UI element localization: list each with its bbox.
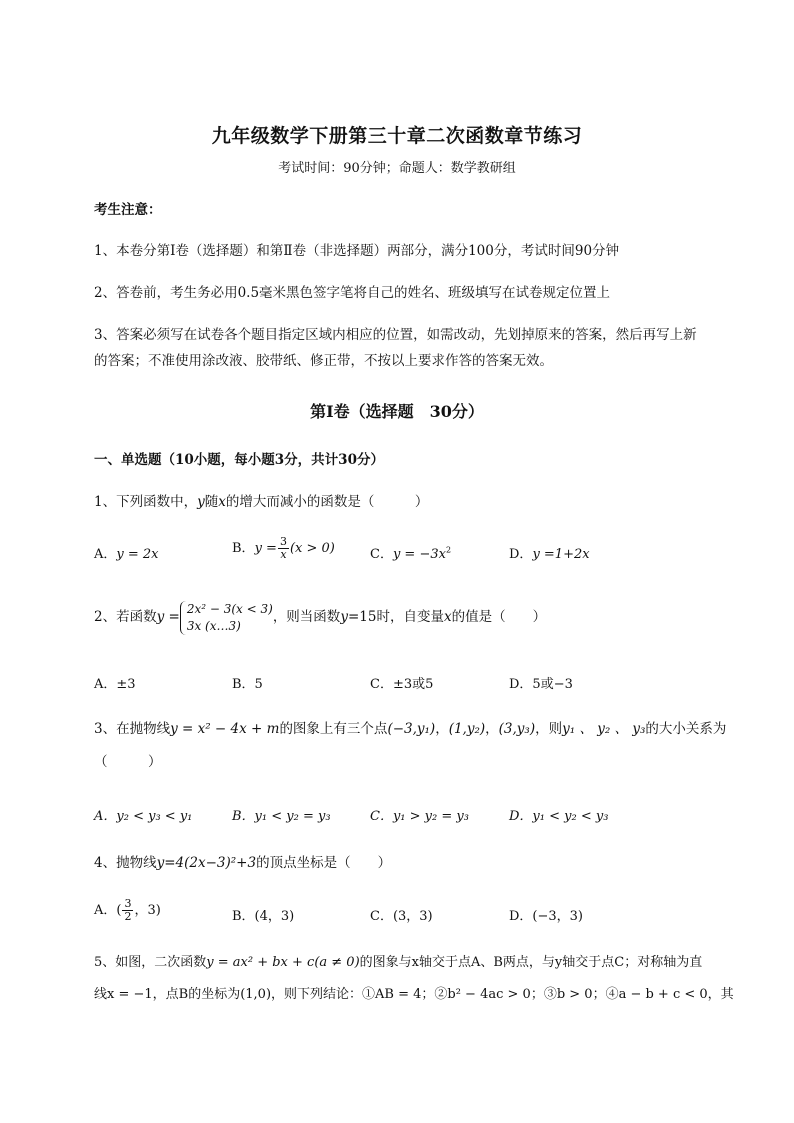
question-3: 3、在抛物线y = x² − 4x + m的图象上有三个点(−3,y₁)，(1,y₂)，(3,y₃)，则y₁ 、 y₂ 、 y₃的大小关系为 <box>94 721 727 737</box>
q2-y-eq: y = <box>156 609 180 625</box>
q2-case-1: 2x² − 3(x < 3) <box>186 601 273 616</box>
q2-option-a[interactable]: A．±3 <box>94 677 136 692</box>
q3-point-3: (3,y₃) <box>498 721 536 737</box>
q3-point-2: (1,y₂) <box>448 721 486 737</box>
q4-option-a-denominator: 2 <box>124 910 132 923</box>
q2-prefix: 2、若函数 <box>94 609 157 625</box>
q4-suffix: 的顶点坐标是（ ） <box>256 855 392 871</box>
notice-item-3-line-2: 的答案；不准使用涂改液、胶带纸、修正带，不按以上要求作答的答案无效。 <box>94 353 553 369</box>
q5-equation: y = ax² + bx + c(a ≠ 0) <box>206 955 360 970</box>
q3-mid2: ，则 <box>535 721 563 737</box>
q1-option-c-exponent: 2 <box>445 545 452 555</box>
q4-option-a-post: ，3) <box>134 903 161 918</box>
question-5-line-2: 线x = −1，点B的坐标为(1,0)，则下列结论：①AB = 4；②b² − 4ac > 0；③b > 0；④a − b + c < 0，其 <box>94 987 734 1002</box>
q3-option-d[interactable]: D．y₁ < y₂ < y₃ <box>509 809 609 824</box>
q2-option-c[interactable]: C．±3或5 <box>370 677 434 692</box>
q4-option-a-fraction <box>122 898 133 923</box>
q2-var-y: y <box>340 609 348 625</box>
q1-option-d-text: y =1+2x <box>532 547 590 562</box>
q1-option-b-denominator: x <box>280 548 287 561</box>
q1-option-b-numerator: 3 <box>279 535 287 548</box>
q3-answer-paren: （ ） <box>94 754 162 770</box>
notice-item-1: 1、本卷分第I卷（选择题）和第Ⅱ卷（非选择题）两部分，满分100分，考试时间90分钟 <box>94 243 620 259</box>
q1-var-y: y <box>197 494 205 510</box>
q1-option-d[interactable] <box>509 543 590 562</box>
q5-prefix: 5、如图，二次函数 <box>94 955 207 970</box>
part1-heading: 一、单选题（10小题，每小题3分，共计30分） <box>94 452 384 468</box>
q1-option-a[interactable] <box>94 543 159 562</box>
q4-option-a[interactable] <box>94 898 161 923</box>
exam-info: 考试时间：90分钟；命题人：数学教研组 <box>278 161 516 176</box>
q4-option-b[interactable]: B．(4，3) <box>232 909 295 924</box>
q1-option-b[interactable] <box>232 536 335 561</box>
question-4 <box>94 853 391 873</box>
q5-line-1-text: 的图象与x轴交于点A、B两点，与y轴交于点C；对称轴为直 <box>359 955 703 970</box>
q3-option-b[interactable]: B．y₁ < y₂ = y₃ <box>232 809 331 824</box>
question-5-line-1 <box>94 953 702 973</box>
q2-piecewise <box>180 601 273 635</box>
notice-item-2: 2、答卷前，考生务必用0.5毫米黑色签字笔将自己的姓名、班级填写在试卷规定位置上 <box>94 285 611 301</box>
q1-option-c-text: y = −3x <box>392 547 446 562</box>
question-1 <box>94 492 428 512</box>
q2-option-b[interactable]: B．5 <box>232 677 263 692</box>
q1-prefix: 1、下列函数中， <box>94 494 198 510</box>
q3-point-1: (−3,y₁) <box>387 721 436 737</box>
notice-item-3-line-1: 3、答案必须写在试卷各个题目指定区域内相应的位置，如需改动，先划掉原来的答案，然后再写上新 <box>94 327 697 343</box>
q4-prefix: 4、抛物线 <box>94 855 157 871</box>
q3-equation: y = x² − 4x + m <box>170 721 280 737</box>
q3-variables: y₁ 、 y₂ 、 y₃ <box>562 721 646 737</box>
q1-option-a-text: y = 2x <box>116 547 159 562</box>
q1-option-b-post: (x > 0) <box>289 541 335 556</box>
q1-var-x: x <box>218 494 226 510</box>
page-title: 九年级数学下册第三十章二次函数章节练习 <box>211 125 583 147</box>
notice-heading: 考生注意： <box>94 202 162 218</box>
q4-equation: y=4(2x−3)²+3 <box>156 855 257 871</box>
q4-option-a-label: A．( <box>94 903 122 918</box>
q2-mid: ，则当函数 <box>272 609 341 625</box>
q4-option-d[interactable]: D．(−3，3) <box>509 909 584 924</box>
q4-option-c[interactable]: C．(3，3) <box>370 909 433 924</box>
q2-suffix: 的值是（ ） <box>451 609 547 625</box>
q1-option-c-label: C． <box>370 547 393 562</box>
q1-option-d-label: D． <box>509 547 533 562</box>
q3-mid: 的图象上有三个点 <box>279 721 388 737</box>
q1-option-b-label: B． <box>232 541 255 556</box>
q1-option-b-fraction <box>278 536 289 561</box>
q3-option-a[interactable]: A．y₂ < y₃ < y₁ <box>94 809 193 824</box>
q1-option-b-pre: y = <box>254 541 277 556</box>
q1-option-a-label: A． <box>94 547 117 562</box>
q1-mid1: 随 <box>204 494 219 510</box>
q3-option-c[interactable]: C．y₁ > y₂ = y₃ <box>370 809 469 824</box>
q2-mid2: =15时，自变量 <box>347 609 444 625</box>
q1-mid2: 的增大而减小的函数是（ ） <box>225 494 429 510</box>
q4-option-a-numerator: 3 <box>124 897 132 910</box>
question-2 <box>94 597 546 637</box>
section-title: 第I卷（选择题 30分） <box>310 402 484 421</box>
q2-var-x: x <box>443 609 452 625</box>
q1-option-c[interactable] <box>370 543 451 562</box>
q3-prefix: 3、在抛物线 <box>94 721 171 737</box>
q2-case-2: 3x (x…3) <box>186 618 241 633</box>
q3-suffix: 的大小关系为 <box>645 721 727 737</box>
q2-option-d[interactable]: D．5或−3 <box>509 677 573 692</box>
